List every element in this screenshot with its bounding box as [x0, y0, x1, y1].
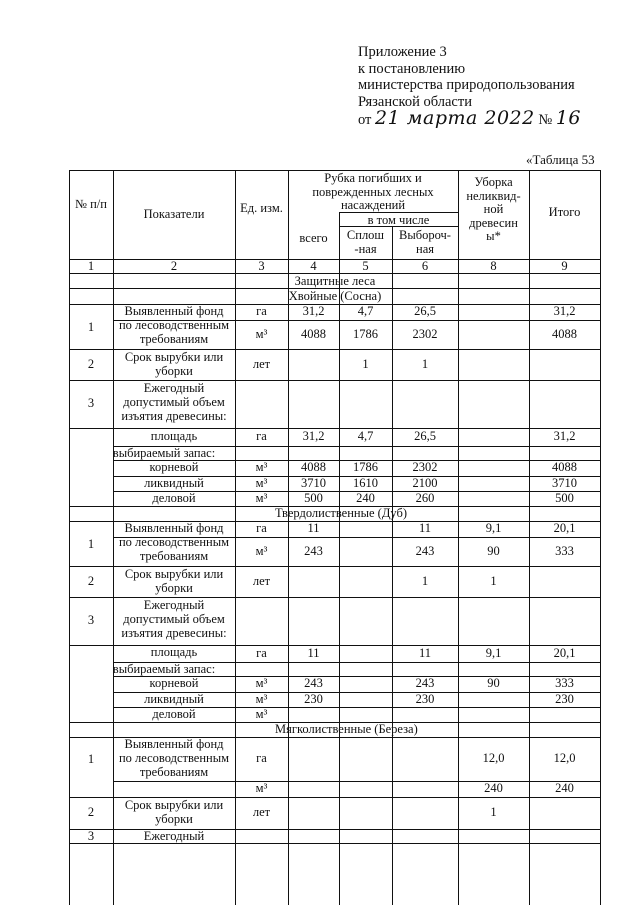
header-including: в том числе	[367, 213, 430, 227]
business-label: деловой	[152, 707, 196, 721]
term-label: уборки	[155, 812, 193, 826]
value-cell-selective: 11	[418, 645, 432, 660]
column-number: 1	[87, 259, 95, 273]
value-cell-clear: 1610	[353, 475, 378, 490]
value-cell-selective: 243	[415, 676, 435, 690]
table-title: «Таблица 53	[526, 152, 595, 167]
fund-label: требованиям	[139, 549, 209, 563]
column-number: 6	[421, 259, 429, 273]
value-cell-clear: 1786	[353, 326, 378, 341]
stock-label: выбираемый запас:	[112, 446, 216, 460]
value-cell-total: 20,1	[553, 645, 576, 660]
value-cell-total: 4088	[552, 460, 577, 474]
value-cell-total-all: 31,2	[302, 429, 325, 443]
value-cell-total: 333	[555, 543, 574, 558]
value-cell-selective: 26,5	[414, 304, 436, 318]
value-cell-total: 31,2	[553, 304, 576, 318]
value-cell-clear: 4,7	[357, 304, 374, 318]
header-number-prefix: №	[538, 112, 553, 128]
fund-label: Выявленный фонд	[124, 304, 224, 318]
row-number: 1	[87, 752, 95, 766]
value-cell-cleanup: 90	[487, 676, 500, 690]
value-cell-total: 12,0	[553, 751, 576, 765]
section-forest: Защитные леса	[294, 274, 376, 288]
value-cell-total-all: 243	[304, 543, 323, 558]
value-cell-total: 4088	[552, 326, 577, 341]
table-rule	[70, 380, 113, 381]
column-number: 8	[490, 259, 497, 273]
value-cell-clear: 240	[356, 490, 375, 505]
value-cell-selective: 2302	[412, 460, 438, 474]
value-cell-selective: 2100	[412, 475, 438, 490]
value-cell-total: 20,1	[553, 521, 576, 535]
volume-label: Ежегодный	[143, 829, 205, 843]
header-line-resolution: к постановлению	[358, 60, 466, 77]
root-label: корневой	[149, 460, 199, 474]
value-cell-selective: 26,5	[414, 429, 436, 443]
data-table	[69, 170, 601, 905]
term-label: уборки	[155, 581, 193, 595]
unit-cell: м³	[255, 691, 268, 706]
column-number: 4	[310, 259, 317, 273]
unit-cell: га	[256, 751, 267, 765]
value-cell-total: 3710	[552, 475, 577, 490]
value-cell-total: 500	[555, 490, 574, 505]
row-number: 2	[87, 574, 95, 588]
unit-cell: лет	[252, 356, 271, 371]
value-cell-selective: 11	[418, 521, 432, 535]
liquid-label: ликвидный	[144, 692, 204, 706]
area-label: площадь	[150, 645, 198, 659]
value-cell-cleanup: 12,0	[482, 751, 505, 765]
table-rule	[70, 566, 113, 567]
volume-label: допустимый объем	[123, 612, 225, 626]
fund-label: по лесоводственным	[118, 535, 230, 549]
value-cell-total-all: 230	[304, 691, 323, 706]
stock-label: выбираемый запас:	[112, 662, 216, 676]
unit-cell: га	[256, 429, 267, 443]
table-rule	[70, 349, 113, 350]
row-number: 3	[87, 829, 95, 843]
root-label: корневой	[149, 676, 199, 690]
value-cell-total-all: 243	[304, 676, 323, 690]
fund-label: Выявленный фонд	[124, 737, 224, 751]
term-label: Срок вырубки или	[124, 798, 224, 812]
unit-cell: га	[256, 521, 267, 535]
value-cell-total-all: 31,2	[302, 304, 325, 318]
row-number: 3	[87, 613, 95, 627]
row-number: 2	[87, 805, 95, 819]
table-rule	[339, 226, 458, 227]
value-cell-total-all: 4088	[301, 326, 326, 341]
header-indicators: Показатели	[143, 207, 205, 221]
column-number: 2	[170, 259, 178, 273]
value-cell-clear: 1786	[353, 460, 378, 474]
unit-cell: лет	[252, 805, 271, 819]
value-cell-total-all: 500	[304, 490, 323, 505]
unit-cell: м³	[255, 706, 268, 721]
header-from-prefix: от	[358, 112, 372, 128]
term-label: Срок вырубки или	[124, 350, 224, 364]
header-total: Итого	[548, 205, 581, 219]
value-cell-cleanup: 240	[484, 781, 503, 795]
fund-label: по лесоводственным	[118, 751, 230, 765]
volume-label: изъятия древесины:	[121, 409, 227, 423]
value-cell-selective: 243	[415, 543, 435, 558]
header-num: № п/п	[75, 197, 107, 211]
value-cell-cleanup: 9,1	[485, 645, 502, 660]
header-line-ministry: министерства природопользования	[358, 77, 575, 93]
volume-label: Ежегодный	[143, 598, 205, 612]
unit-cell: м³	[255, 781, 268, 795]
row-number: 3	[87, 396, 95, 410]
header-date-line	[358, 107, 582, 132]
value-cell-total-all: 11	[307, 521, 320, 535]
row-number: 1	[87, 320, 95, 334]
term-label: Срок вырубки или	[124, 567, 224, 581]
header-unit: Ед. изм.	[240, 201, 283, 215]
volume-label: Ежегодный	[143, 381, 205, 395]
handwritten-date: 21 марта 2022	[375, 107, 535, 129]
unit-cell: м³	[255, 543, 268, 558]
header-line-region: Рязанской области	[358, 93, 472, 110]
value-cell-total-all: 11	[307, 645, 320, 660]
value-cell-selective: 230	[415, 691, 435, 706]
header-line-appendix: Приложение 3	[358, 44, 447, 60]
business-label: деловой	[152, 491, 196, 505]
table-rule	[70, 597, 113, 598]
unit-cell: га	[256, 645, 267, 660]
table-rule	[70, 797, 113, 798]
column-number: 3	[258, 259, 265, 273]
column-number: 5	[362, 259, 369, 273]
value-cell-selective: 1	[421, 356, 429, 371]
value-cell-clear: 4,7	[357, 429, 374, 443]
header-clear: Сплош -ная	[346, 228, 385, 256]
document-header	[358, 44, 581, 132]
unit-cell: м³	[255, 460, 268, 474]
value-cell-total-all: 4088	[301, 460, 326, 474]
liquid-label: ликвидный	[144, 476, 204, 490]
volume-label: изъятия древесины:	[121, 626, 227, 640]
unit-cell: м³	[255, 490, 268, 505]
fund-label: требованиям	[139, 765, 209, 779]
unit-cell: м³	[255, 676, 268, 690]
unit-cell: га	[256, 304, 267, 318]
unit-cell: м³	[255, 475, 268, 490]
header-selective: Выбороч- ная	[399, 228, 451, 256]
value-cell-total: 31,2	[553, 429, 576, 443]
value-cell-selective: 260	[415, 490, 435, 505]
value-cell-cleanup: 1	[490, 805, 497, 819]
fund-label: требованиям	[139, 332, 209, 346]
value-cell-total: 240	[555, 781, 574, 795]
term-label: уборки	[155, 364, 193, 378]
unit-cell: лет	[252, 573, 271, 588]
handwritten-number: 16	[555, 107, 582, 129]
value-cell-total: 333	[555, 676, 574, 690]
header-cleanup: Уборка неликвид- ной древесин ы*	[466, 175, 521, 243]
section-softwood: Мягколиственные (Береза)	[275, 722, 418, 736]
value-cell-selective: 1	[421, 573, 429, 588]
value-cell-selective: 2302	[412, 326, 438, 341]
row-number: 1	[87, 537, 95, 551]
header-total-all: всего	[299, 231, 328, 245]
table-rule	[70, 645, 113, 646]
unit-cell: м³	[255, 326, 268, 341]
value-cell-total-all: 3710	[301, 475, 326, 490]
table-rule	[70, 428, 113, 429]
value-cell-cleanup: 1	[490, 573, 497, 588]
header-felling: Рубка погибших и поврежденных лесных насаждений	[312, 171, 434, 212]
fund-label: Выявленный фонд	[124, 521, 224, 535]
area-label: площадь	[150, 429, 198, 443]
column-number: 9	[561, 259, 568, 273]
fund-label: по лесоводственным	[118, 318, 230, 332]
value-cell-cleanup: 9,1	[485, 521, 502, 535]
section-hardwood: Твердолиственные (Дуб)	[275, 506, 407, 520]
value-cell-cleanup: 90	[487, 543, 500, 558]
section-conifer: Хвойные (Сосна)	[288, 289, 382, 303]
value-cell-clear: 1	[362, 356, 369, 371]
value-cell-total: 230	[555, 691, 574, 706]
row-number: 2	[87, 357, 95, 371]
volume-label: допустимый объем	[123, 395, 225, 409]
